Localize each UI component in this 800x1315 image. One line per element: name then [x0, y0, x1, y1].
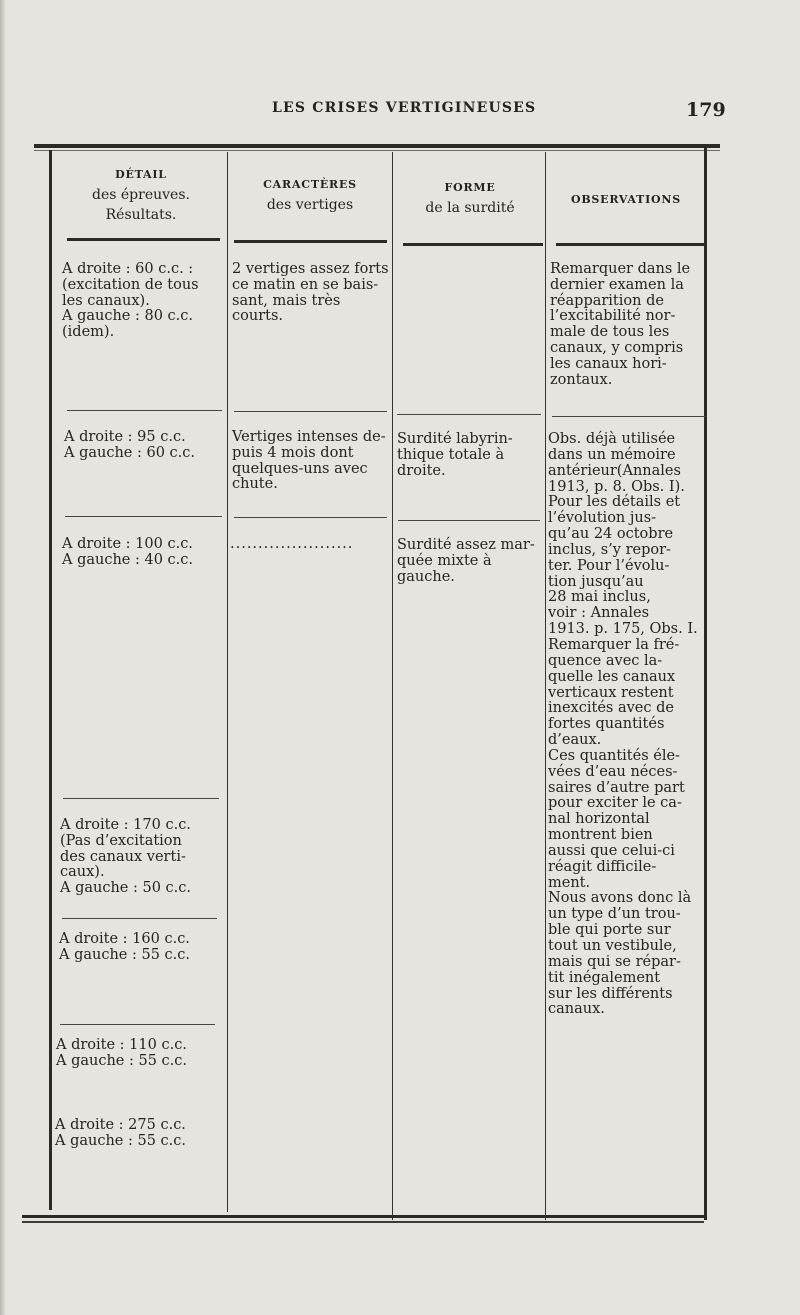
row-rule-col2-2 [234, 517, 387, 518]
row-rule-col3-2 [398, 520, 540, 521]
column-header-forme [398, 178, 542, 218]
header-underline-4 [556, 243, 706, 246]
column-header-observations [550, 190, 702, 210]
header-underline-3 [403, 243, 543, 246]
table-top-rule [34, 144, 720, 148]
row-rule-col1-2 [65, 516, 222, 517]
table-top-rule-thin [34, 150, 720, 151]
column-separator-3 [545, 152, 546, 1220]
page-number: 179 [686, 99, 726, 121]
detail-cell-6: A droite : 110 c.c. A gauche : 55 c.c. [56, 1037, 188, 1069]
table-bottom-rule [22, 1215, 704, 1218]
observations-cell-1: Remarquer dans le dernier examen la réapparition de l’excitabilité nor- male de tous les canaux, y compris les canaux hori- zontaux. [550, 261, 691, 388]
row-rule-col1-4 [62, 918, 217, 919]
observations-cell-2: Obs. déjà utilisée dans un mémoire antérieur(Annales 1913, p. 8. Obs. I). Pour les détails et l’évolution jus- qu’au 24 octobre inclus, s’y repor- ter. Pour l’évolu- tion jusqu’au 28 mai inclus, voir : Annales 1913. p. 175, Obs. I. Remarquer la fré- quence avec la- quelle les canaux verticaux restent inexcités avec de fortes quantités d’eaux. Ces quantités éle- vées d’eau néces- saires d’autre part pour exciter le ca- nal horizontal montrent bien aussi que celui-ci réagit difficile- ment. Nous avons donc là un type d’un trou- ble qui porte sur tout un vestibule, mais qui se répar- tit inégalement sur les différents canaux. [548, 431, 698, 1018]
page-edge-shadow [0, 0, 6, 1315]
detail-cell-7: A droite : 275 c.c. A gauche : 55 c.c. [55, 1117, 187, 1149]
running-title: LES CRISES VERTIGINEUSES [272, 100, 537, 116]
row-rule-col1-5 [60, 1024, 215, 1025]
row-rule-col3-1 [397, 414, 541, 415]
header-caracteres-rest: des vertiges [266, 197, 354, 213]
header-caracteres-caps: CARACTÈRES [263, 178, 357, 191]
header-underline-2 [234, 240, 387, 243]
column-border-left [49, 150, 52, 1210]
header-underline-1 [67, 238, 220, 241]
detail-cell-3: A droite : 100 c.c. A gauche : 40 c.c. [62, 536, 194, 568]
header-forme-rest: de la surdité [425, 200, 515, 216]
row-rule-col1-1 [67, 410, 222, 411]
detail-cell-1: A droite : 60 c.c. : (excitation de tous les canaux). A gauche : 80 c.c. (idem). [62, 261, 199, 341]
caracteres-cell-3: ...................... [230, 537, 354, 552]
detail-cell-2: A droite : 95 c.c. A gauche : 60 c.c. [64, 429, 196, 461]
column-header-caracteres [232, 175, 388, 215]
row-rule-col4-1 [552, 416, 706, 417]
column-separator-2 [392, 152, 393, 1220]
header-detail-caps: DÉTAIL [115, 168, 167, 181]
header-observations-caps: OBSERVATIONS [570, 193, 682, 206]
caracteres-cell-2: Vertiges intenses de- puis 4 mois dont quelques-uns avec chute. [232, 429, 386, 493]
row-rule-col1-3 [63, 798, 219, 799]
caracteres-cell-1: 2 vertiges assez forts ce matin en se bais- sant, mais très courts. [232, 261, 389, 325]
row-rule-col2-1 [234, 411, 387, 412]
forme-cell-1: Surdité labyrin- thique totale à droite. [397, 431, 513, 479]
column-header-detail [60, 165, 222, 225]
header-forme-caps: FORME [444, 181, 496, 194]
detail-cell-5: A droite : 160 c.c. A gauche : 55 c.c. [59, 931, 191, 963]
forme-cell-2: Surdité assez mar- quée mixte à gauche. [397, 537, 535, 585]
table-bottom-rule-2 [22, 1221, 704, 1223]
detail-cell-4: A droite : 170 c.c. (Pas d’excitation des canaux verti- caux). A gauche : 50 c.c. [60, 817, 192, 897]
header-detail-rest: des épreuves. Résultats. [92, 187, 190, 223]
